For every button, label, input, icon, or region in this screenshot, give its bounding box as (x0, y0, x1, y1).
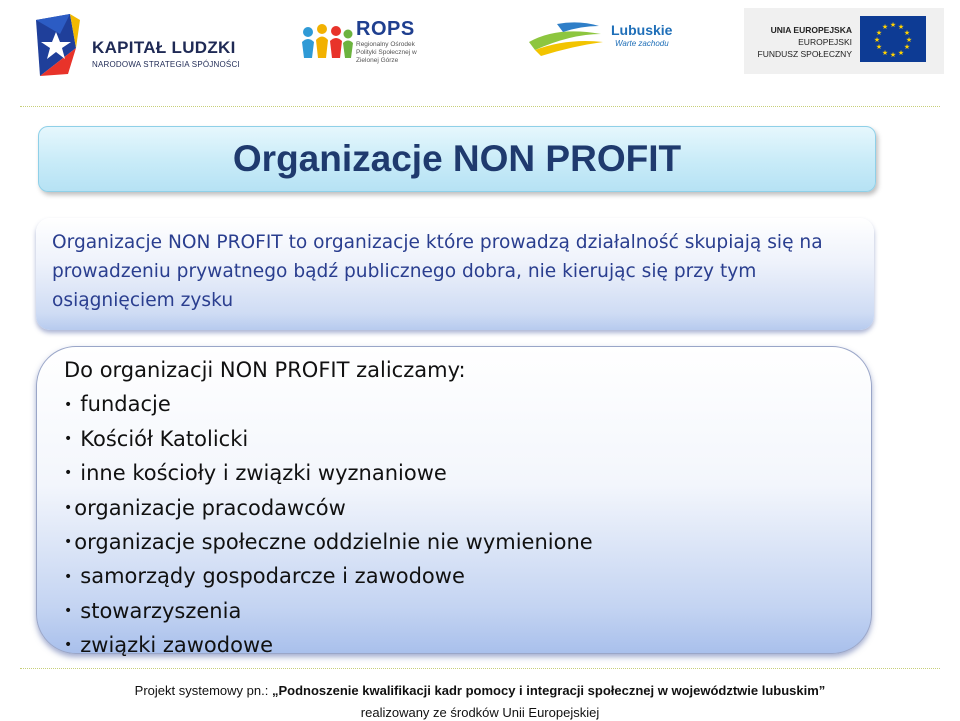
list-box (36, 346, 872, 658)
lubuskie-logo (527, 18, 687, 62)
eu-line1: UNIA EUROPEJSKA (770, 25, 852, 35)
lubuskie-swoosh-icon (527, 20, 607, 60)
list-item (64, 456, 871, 490)
bullet-icon: • (64, 568, 73, 585)
bottom-divider (20, 668, 940, 669)
eu-line3: FUNDUSZ SPOŁECZNY (757, 49, 852, 59)
footer-line2: realizowany ze środków Unii Europejskiej (360, 705, 600, 720)
eu-line2: EUROPEJSKI (798, 37, 852, 47)
definition-text: Organizacje NON PROFIT to organizacje które prowadzą działalność skupiają się na prowadzeniu prywatnego bądź publicznego dobra, nie kierując się przy tym osiągnięciem zysku (52, 232, 823, 311)
list-item-text: związki zawodowe (80, 633, 274, 658)
svg-text:★: ★ (903, 29, 911, 37)
rops-subtitle: Regionalny Ośrodek Polityki Społecznej w Zielonej Górze (356, 41, 417, 64)
rops-people-icon (300, 22, 354, 62)
list-item (64, 628, 871, 662)
footer-line1 (0, 680, 960, 702)
bullet-icon: • (64, 637, 73, 654)
list-item (64, 491, 871, 525)
footer (0, 680, 960, 721)
bullet-icon: • (64, 499, 73, 516)
eu-text (758, 24, 852, 60)
list-heading: Do organizacji NON PROFIT zaliczamy: (64, 358, 466, 382)
bullet-icon: • (64, 431, 73, 448)
eu-flag-icon (860, 16, 926, 62)
kapital-ludzki-emblem-icon (30, 14, 86, 80)
kapital-ludzki-subtitle: NARODOWA STRATEGIA SPÓJNOŚCI (92, 60, 240, 69)
lubuskie-name: Lubuskie (611, 22, 673, 38)
svg-text:★: ★ (875, 29, 883, 37)
list-item-text: organizacje społeczne oddzielnie nie wymienione (74, 530, 593, 555)
list-item-text: organizacje pracodawców (74, 495, 346, 520)
list-item (64, 559, 871, 593)
footer-prefix: Projekt systemowy pn.: (134, 683, 272, 698)
eu-logo (744, 8, 944, 74)
list-item-text: fundacje (80, 392, 171, 417)
svg-text:★: ★ (897, 49, 905, 57)
list-item (64, 525, 871, 559)
lubuskie-slogan: Warte zachodu (615, 39, 669, 48)
page-title: Organizacje NON PROFIT (232, 138, 682, 179)
definition-box (36, 218, 874, 330)
kapital-ludzki-logo (30, 14, 240, 80)
kapital-ludzki-name: KAPITAŁ LUDZKI (92, 38, 236, 57)
svg-text:★: ★ (903, 43, 911, 51)
logo-bar (0, 0, 960, 92)
svg-text:★: ★ (905, 36, 913, 44)
top-divider (20, 106, 940, 107)
list-item-text: Kościół Katolicki (80, 426, 249, 451)
svg-text:★: ★ (873, 36, 881, 44)
bullet-icon: • (64, 396, 73, 413)
list-item-text: inne kościoły i związki wyznaniowe (80, 461, 447, 486)
rops-name: ROPS (356, 18, 415, 40)
svg-text:★: ★ (897, 23, 905, 31)
list-item (64, 594, 871, 628)
list-item (64, 387, 871, 421)
list-item-text: stowarzyszenia (80, 598, 242, 623)
bullet-icon: • (64, 465, 73, 482)
bullet-icon: • (64, 603, 73, 620)
svg-text:★: ★ (881, 49, 889, 57)
footer-project-name: „Podnoszenie kwalifikacji kadr pomocy i integracji społecznej w województwie lubuskim” (271, 683, 826, 698)
svg-text:★: ★ (875, 43, 883, 51)
svg-text:★: ★ (889, 21, 897, 29)
rops-logo (300, 16, 430, 72)
svg-text:★: ★ (881, 23, 889, 31)
list-item (64, 422, 871, 456)
svg-text:★: ★ (889, 51, 897, 59)
list-item-text: samorządy gospodarcze i zawodowe (80, 564, 465, 589)
bullet-icon: • (64, 534, 73, 551)
title-box (38, 126, 876, 192)
